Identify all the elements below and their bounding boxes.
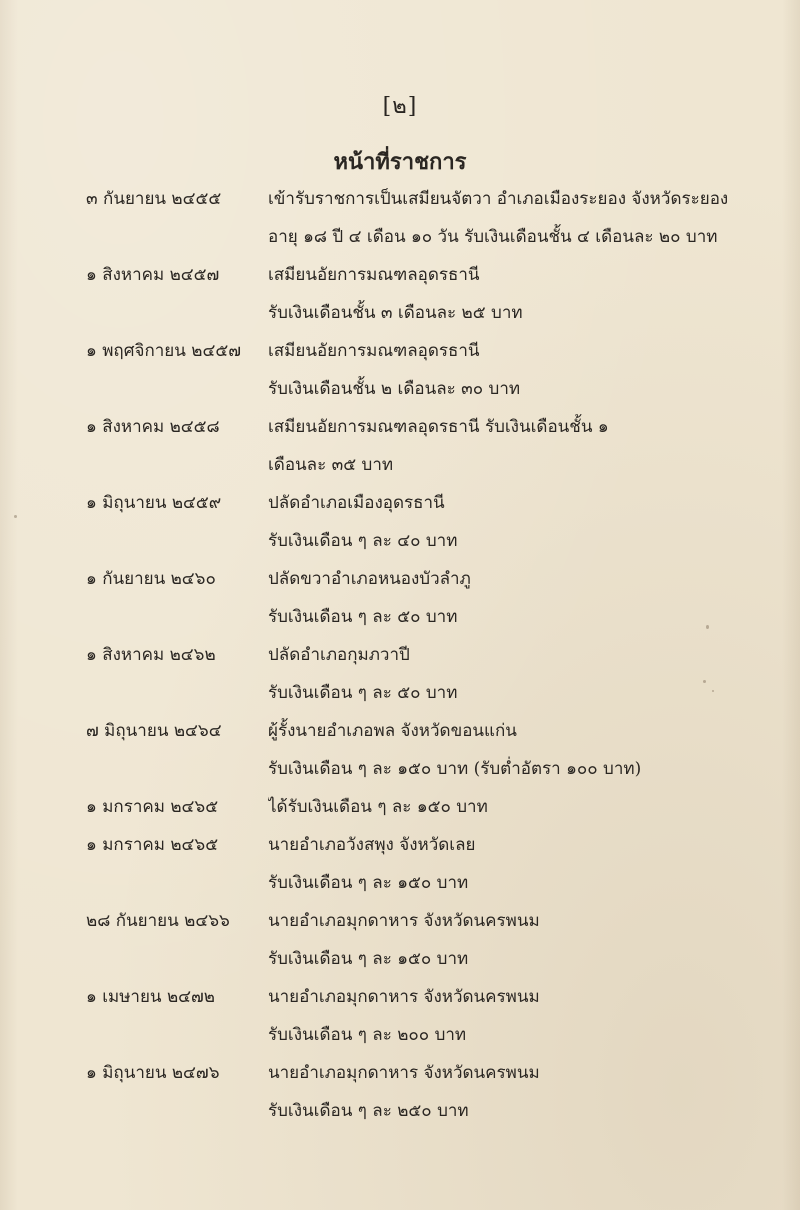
- entry-date: ๗ มิถุนายน ๒๔๖๔: [86, 721, 222, 741]
- entry-description: [268, 1054, 800, 1130]
- entry-line: เดือนละ ๓๕ บาท: [268, 455, 394, 475]
- service-entry: [0, 408, 800, 484]
- entry-description: [268, 902, 800, 978]
- entry-date: ๑ พฤศจิกายน ๒๔๕๗: [86, 341, 241, 361]
- entry-line: ผู้รั้งนายอำเภอพล จังหวัดขอนแก่น: [268, 721, 517, 741]
- entry-line: รับเงินเดือน ๆ ละ ๑๕๐ บาท (รับต่ำอัตรา ๑๐๐ บาท): [268, 759, 642, 779]
- entry-description: [268, 560, 800, 636]
- entry-line: เสมียนอัยการมณฑลอุดรธานี: [268, 265, 480, 285]
- entry-description: [268, 256, 800, 332]
- entry-line: เข้ารับราชการเป็นเสมียนจัตวา อำเภอเมืองระยอง จังหวัดระยอง: [268, 189, 729, 209]
- section-title: หน้าที่ราชการ: [333, 149, 467, 175]
- entry-line: ปลัดอำเภอเมืองอุดรธานี: [268, 493, 445, 513]
- entry-description: [268, 332, 800, 408]
- entry-date: ๑ มิถุนายน ๒๔๗๖: [86, 1063, 220, 1083]
- entry-description: [268, 180, 800, 256]
- entry-line: รับเงินเดือน ๆ ละ ๕๐ บาท: [268, 683, 458, 703]
- service-entry: [0, 484, 800, 560]
- page-number: [๒]: [382, 94, 418, 119]
- service-entry: [0, 560, 800, 636]
- entry-date: ๑ สิงหาคม ๒๔๕๗: [86, 265, 220, 285]
- entry-description: [268, 826, 800, 902]
- entry-line: เสมียนอัยการมณฑลอุดรธานี รับเงินเดือนชั้น ๑: [268, 417, 609, 437]
- entry-line: นายอำเภอมุกดาหาร จังหวัดนครพนม: [268, 987, 540, 1007]
- entry-date: ๑ เมษายน ๒๔๗๒: [86, 987, 216, 1007]
- entry-line: รับเงินเดือน ๆ ละ ๑๕๐ บาท: [268, 873, 469, 893]
- entry-date: ๒๘ กันยายน ๒๔๖๖: [86, 911, 230, 931]
- entry-line: ได้รับเงินเดือน ๆ ละ ๑๕๐ บาท: [268, 797, 488, 817]
- entry-line: อายุ ๑๘ ปี ๔ เดือน ๑๐ วัน รับเงินเดือนชั้น ๔ เดือนละ ๒๐ บาท: [268, 227, 718, 247]
- entry-date: ๑ มกราคม ๒๔๖๕: [86, 835, 219, 855]
- service-entry: [0, 332, 800, 408]
- entry-date: ๑ มิถุนายน ๒๔๕๙: [86, 493, 222, 513]
- entry-line: เสมียนอัยการมณฑลอุดรธานี: [268, 341, 480, 361]
- service-entry: [0, 788, 800, 826]
- entry-line: นายอำเภอวังสพุง จังหวัดเลย: [268, 835, 476, 855]
- service-entry: [0, 978, 800, 1054]
- service-entry: [0, 636, 800, 712]
- entry-line: ปลัดอำเภอกุมภวาปี: [268, 645, 410, 665]
- entry-description: [268, 636, 800, 712]
- entry-line: ปลัดขวาอำเภอหนองบัวลำภู: [268, 569, 471, 589]
- service-entry: [0, 180, 800, 256]
- entry-description: [268, 408, 800, 484]
- entry-date: ๑ สิงหาคม ๒๔๖๒: [86, 645, 216, 665]
- service-entry: [0, 712, 800, 788]
- entry-date: ๑ กันยายน ๒๔๖๐: [86, 569, 216, 589]
- service-entry: [0, 902, 800, 978]
- service-entry: [0, 826, 800, 902]
- entry-line: นายอำเภอมุกดาหาร จังหวัดนครพนม: [268, 911, 540, 931]
- entry-date: ๓ กันยายน ๒๔๕๕: [86, 189, 222, 209]
- entry-description: [268, 788, 800, 826]
- entry-line: รับเงินเดือน ๆ ละ ๒๕๐ บาท: [268, 1101, 469, 1121]
- entry-description: [268, 978, 800, 1054]
- entry-date: ๑ มกราคม ๒๔๖๕: [86, 797, 219, 817]
- service-entry: [0, 1054, 800, 1130]
- entry-line: รับเงินเดือน ๆ ละ ๒๐๐ บาท: [268, 1025, 467, 1045]
- entry-line: นายอำเภอมุกดาหาร จังหวัดนครพนม: [268, 1063, 540, 1083]
- entry-line: รับเงินเดือนชั้น ๓ เดือนละ ๒๕ บาท: [268, 303, 523, 323]
- entry-date: ๑ สิงหาคม ๒๔๕๘: [86, 417, 220, 437]
- entry-line: รับเงินเดือนชั้น ๒ เดือนละ ๓๐ บาท: [268, 379, 521, 399]
- entry-line: รับเงินเดือน ๆ ละ ๔๐ บาท: [268, 531, 458, 551]
- service-record-list: [0, 180, 800, 1130]
- entry-description: [268, 712, 800, 788]
- entry-line: รับเงินเดือน ๆ ละ ๑๕๐ บาท: [268, 949, 469, 969]
- service-entry: [0, 256, 800, 332]
- entry-description: [268, 484, 800, 560]
- entry-line: รับเงินเดือน ๆ ละ ๕๐ บาท: [268, 607, 458, 627]
